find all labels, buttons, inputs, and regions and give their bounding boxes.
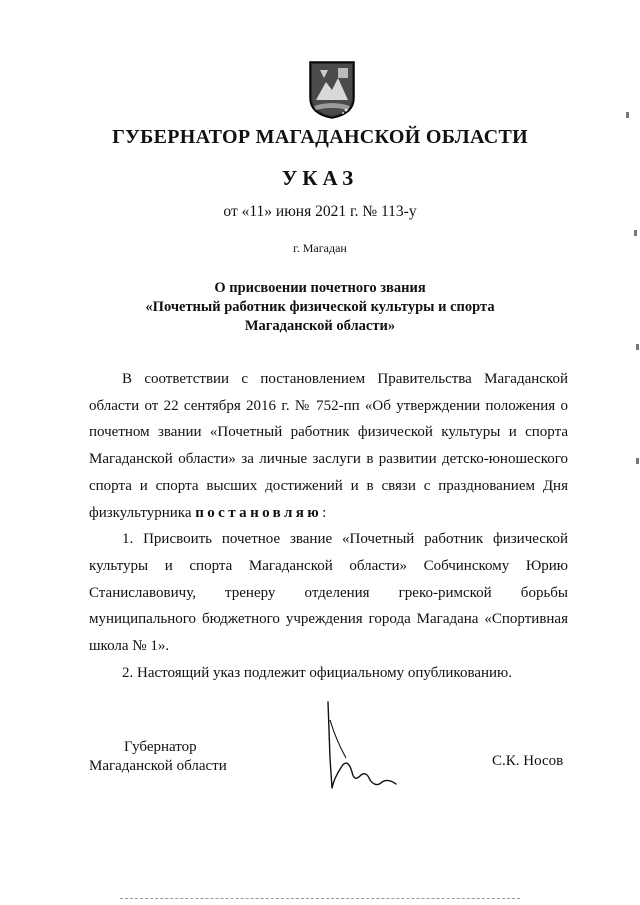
document-date-number: от «11» июня 2021 г. № 113-у — [223, 203, 417, 220]
scan-edge-mark — [634, 230, 637, 236]
subject-line-3: Магаданской области» — [244, 318, 396, 334]
decree-word: постановляю — [195, 504, 323, 521]
signatory-title-line-2: Магаданской области — [89, 758, 227, 774]
scan-edge-mark — [636, 458, 639, 464]
decree-colon: : — [322, 504, 327, 521]
item-1-paragraph: 1. Присвоить почетное звание «Почетный работник физической культуры и спорта Магаданской области» Собчинскому Юрию Станиславовичу, тренеру отделения греко-римской борьбы муниципального бюджетного учреждения города Магадана «Спортивная школа № 1». — [89, 531, 568, 655]
scan-edge-mark — [626, 112, 629, 118]
subject-line-1: О присвоении почетного звания — [214, 280, 426, 296]
subject-line-2: «Почетный работник физической культуры и спорта — [145, 299, 495, 315]
handwritten-signature — [322, 700, 402, 805]
preamble-paragraph — [89, 366, 568, 526]
issuing-authority: ГУБЕРНАТОР МАГАДАНСКОЙ ОБЛАСТИ — [112, 126, 528, 148]
document-subject — [0, 279, 640, 336]
document-body — [89, 366, 568, 686]
signatory-title-line-1: Губернатор — [124, 739, 197, 755]
scan-bottom-edge — [120, 898, 520, 899]
document-place: г. Магадан — [293, 241, 347, 255]
preamble-text: В соответствии с постановлением Правительства Магаданской области от 22 сентября 2016 г. № 752-пп «Об утверждении положения о почетном звании «Почетный работник физической культуры и спорта Магаданской области» за личные заслуги в развитии детско-юношеского спорта и спорта высших достижений и в связи с празднованием Дня физкультурника — [89, 371, 568, 521]
coat-of-arms-icon — [308, 60, 356, 120]
signatory-title — [89, 738, 249, 776]
item-2-paragraph: 2. Настоящий указ подлежит официальному опубликованию. — [122, 664, 513, 681]
signatory-name: С.К. Носов — [492, 753, 564, 769]
document-type: УКАЗ — [281, 166, 359, 190]
scan-edge-mark — [636, 344, 639, 350]
